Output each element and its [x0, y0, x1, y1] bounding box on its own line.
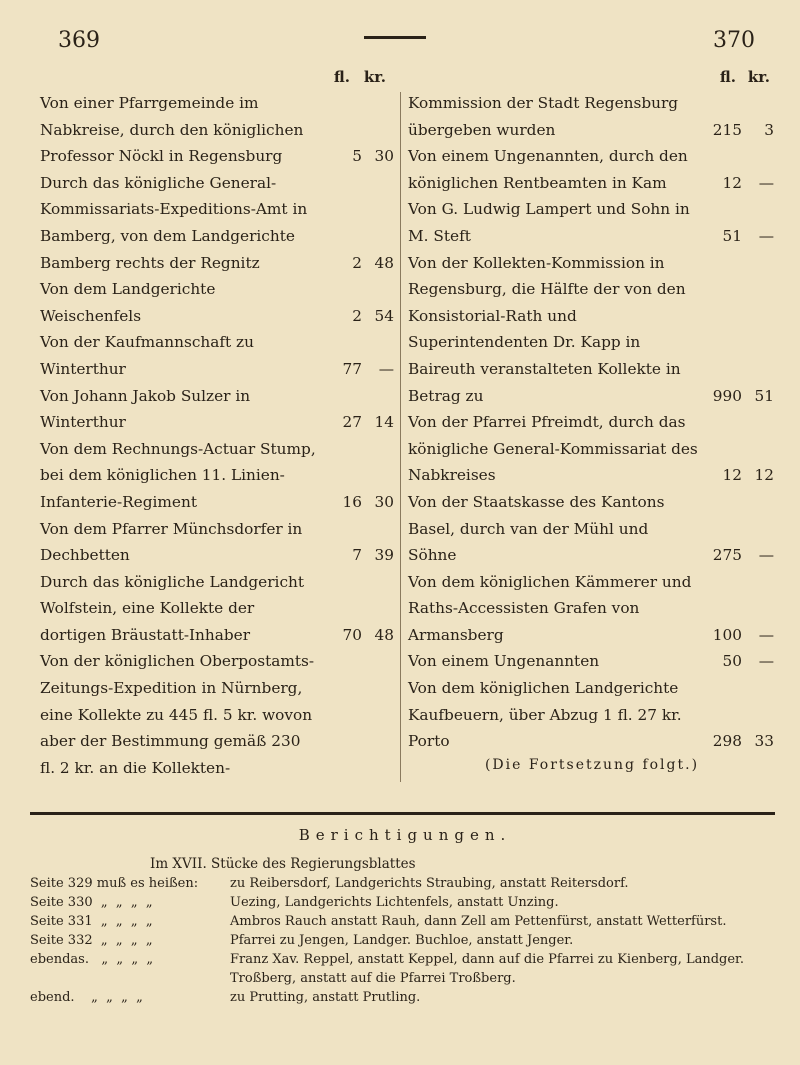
- header-fl: fl.: [719, 68, 736, 86]
- column-divider: [400, 92, 401, 782]
- entry-florin: 100: [712, 625, 742, 644]
- entry-kreuzer: 54: [374, 306, 394, 325]
- ledger-entry: [408, 143, 776, 196]
- entry-text: Von der Kollekten-Kommission in Regensburg, die Hälfte der von den Konsistorial-Rath und Superintendenten Dr. Kapp in Baireuth veranstalteten Kollekte in Betrag zu: [408, 253, 686, 405]
- entry-amount: [318, 409, 396, 436]
- entry-kreuzer: 48: [374, 253, 394, 272]
- header-kr: kr.: [363, 68, 386, 86]
- ledger-entry: [40, 170, 396, 276]
- entry-text: Durch das königliche General-Kommissariats-Expeditions-Amt in Bamberg, von dem Landgerichte Bamberg rechts der Regnitz: [40, 173, 308, 272]
- entry-florin: 27: [342, 413, 362, 432]
- errata-title: Berichtigungen.: [298, 826, 512, 844]
- ledger-entry: [40, 329, 396, 382]
- entry-florin: 2: [352, 253, 362, 272]
- ledger-entry: [408, 648, 776, 675]
- entry-florin: 7: [352, 546, 362, 565]
- entry-kreuzer: 30: [374, 147, 394, 166]
- errata-reference: Seite 329 muß es heißen:: [30, 876, 199, 891]
- entry-kreuzer: 39: [374, 546, 394, 565]
- entry-amount: [318, 303, 396, 330]
- entry-text: Von einem Ungenannten: [408, 652, 600, 671]
- right-column-header: [408, 68, 776, 90]
- entry-amount: [318, 250, 396, 277]
- ledger-entry: [40, 569, 396, 649]
- entry-florin: 12: [722, 466, 742, 485]
- errata-row: [30, 893, 780, 912]
- ledger-entry: [408, 489, 776, 569]
- entry-text: Durch das königliche Landgericht Wolfstein, eine Kollekte der dortigen Bräustatt-Inhaber: [40, 572, 305, 644]
- left-entries-list: [40, 90, 396, 781]
- entry-florin: 5: [352, 147, 362, 166]
- ledger-entry: [40, 436, 396, 516]
- entry-florin: 51: [722, 226, 742, 245]
- entry-florin: 12: [722, 173, 742, 192]
- entry-amount: [318, 622, 396, 649]
- errata-row: [30, 988, 780, 1007]
- errata-correction: Ambros Rauch anstatt Rauh, dann Zell am Pettenfürst, anstatt Wetterfürst.: [230, 914, 727, 929]
- entry-kreuzer: —: [758, 625, 774, 644]
- errata-reference: ebend. „ „ „ „: [30, 990, 143, 1005]
- ledger-entry: [408, 196, 776, 249]
- entry-amount: [698, 383, 776, 410]
- entry-text: Von G. Ludwig Lampert und Sohn in M. Steft: [408, 200, 690, 245]
- entry-text: Von der Staatskasse des Kantons Basel, durch van der Mühl und Söhne: [408, 492, 665, 565]
- entry-amount: [698, 728, 776, 755]
- ledger-entry: [408, 569, 776, 649]
- entry-text: Von einem Ungenannten, durch den königlichen Rentbeamten in Kam: [408, 147, 688, 192]
- errata-correction: Uezing, Landgerichts Lichtenfels, anstatt Unzing.: [230, 895, 559, 910]
- entry-amount: [698, 622, 776, 649]
- entry-kreuzer: 30: [374, 492, 394, 511]
- header-fl: fl.: [333, 68, 350, 86]
- entry-kreuzer: —: [758, 226, 774, 245]
- entry-kreuzer: 14: [374, 413, 394, 432]
- ledger-entry: [40, 276, 396, 329]
- entry-text: Von der königlichen Oberpostamts-Zeitungs-Expedition in Nürnberg, eine Kollekte zu 445 fl. 5 kr. wovon aber der Bestimmung gemäß 230 fl. 2 kr. an die Kollekten-: [40, 652, 315, 777]
- page-number-left: 369: [58, 28, 100, 53]
- entry-text: Von Johann Jakob Sulzer in Winterthur: [40, 386, 251, 432]
- entry-text: Von der Kaufmannschaft zu Winterthur: [40, 333, 254, 378]
- entry-text: Von dem königlichen Landgerichte Kaufbeuern, über Abzug 1 fl. 27 kr. Porto: [408, 679, 682, 751]
- right-column: [408, 68, 776, 773]
- entry-florin: 70: [342, 625, 362, 644]
- entry-florin: 990: [712, 386, 742, 405]
- entry-kreuzer: 33: [754, 732, 774, 751]
- ledger-entry: [40, 648, 396, 781]
- errata-section: [30, 826, 780, 1007]
- ledger-entry: [40, 383, 396, 436]
- entry-kreuzer: 12: [754, 466, 774, 485]
- header-rule: [364, 36, 426, 39]
- errata-reference: Seite 332 „ „ „ „: [30, 933, 153, 948]
- entry-text: Von dem Landgerichte Weischenfels: [40, 280, 216, 325]
- errata-intro: Im XVII. Stücke des Regierungsblattes: [150, 856, 416, 872]
- entry-amount: [318, 755, 396, 782]
- entry-amount: [698, 117, 776, 144]
- ledger-entry: [40, 90, 396, 170]
- errata-reference: ebendas. „ „ „ „: [30, 952, 154, 967]
- errata-row: [30, 874, 780, 893]
- entry-kreuzer: —: [378, 359, 394, 378]
- entry-kreuzer: —: [758, 173, 774, 192]
- entry-florin: 77: [342, 359, 362, 378]
- errata-correction: Franz Xav. Reppel, anstatt Keppel, dann auf die Pfarrei zu Kienberg, Landger. Troßberg, anstatt auf die Pfarrei Troßberg.: [230, 952, 744, 986]
- ledger-entry: [408, 250, 776, 410]
- errata-correction: zu Reibersdorf, Landgerichts Straubing, anstatt Reitersdorf.: [230, 876, 629, 891]
- header-kr: kr.: [747, 68, 770, 86]
- entry-kreuzer: 48: [374, 625, 394, 644]
- errata-rows: [30, 874, 780, 1007]
- entry-text: Von dem Pfarrer Münchsdorfer in Dechbetten: [40, 519, 303, 565]
- errata-correction: zu Prutting, anstatt Prutling.: [230, 990, 421, 1005]
- page-number-right: 370: [713, 28, 755, 53]
- continuation-note: (Die Fortsetzung folgt.): [484, 756, 700, 773]
- entry-amount: [698, 542, 776, 569]
- entry-florin: 298: [712, 732, 742, 751]
- entry-amount: [698, 170, 776, 197]
- errata-row: [30, 912, 780, 931]
- entry-text: Von einer Pfarrgemeinde im Nabkreise, durch den königlichen Professor Nöckl in Regensburg: [40, 94, 304, 166]
- entry-amount: [318, 356, 396, 383]
- entry-text: Von der Pfarrei Pfreimdt, durch das königliche General-Kommissariat des Nabkreises: [408, 413, 698, 485]
- entry-text: Kommission der Stadt Regensburg übergeben wurden: [408, 94, 679, 139]
- ledger-entry: [408, 675, 776, 755]
- errata-row: [30, 950, 780, 988]
- entry-kreuzer: 51: [754, 386, 774, 405]
- entry-text: Von dem königlichen Kämmerer und Raths-Accessisten Grafen von Armansberg: [408, 572, 692, 644]
- errata-reference: Seite 330 „ „ „ „: [30, 895, 153, 910]
- errata-reference: Seite 331 „ „ „ „: [30, 914, 153, 929]
- ledger-entry: [40, 516, 396, 569]
- entry-kreuzer: —: [758, 652, 774, 671]
- entry-amount: [698, 648, 776, 675]
- errata-correction: Pfarrei zu Jengen, Landger. Buchloe, anstatt Jenger.: [230, 933, 574, 948]
- entry-amount: [318, 143, 396, 170]
- errata-row: [30, 931, 780, 950]
- entry-florin: 16: [342, 492, 362, 511]
- entry-florin: 2: [352, 306, 362, 325]
- entry-kreuzer: 3: [764, 120, 774, 139]
- left-column: [40, 68, 396, 781]
- entry-florin: 215: [712, 120, 742, 139]
- entry-florin: 275: [712, 546, 742, 565]
- entry-amount: [318, 489, 396, 516]
- ledger-entry: [408, 90, 776, 143]
- entry-text: Von dem Rechnungs-Actuar Stump, bei dem königlichen 11. Linien-Infanterie-Regiment: [40, 439, 316, 511]
- section-rule: [30, 812, 775, 815]
- entry-amount: [698, 462, 776, 489]
- entry-amount: [318, 542, 396, 569]
- entry-amount: [698, 223, 776, 250]
- right-entries-list: [408, 90, 776, 755]
- left-column-header: [40, 68, 396, 90]
- entry-florin: 50: [722, 652, 742, 671]
- ledger-entry: [408, 409, 776, 489]
- entry-kreuzer: —: [758, 546, 774, 565]
